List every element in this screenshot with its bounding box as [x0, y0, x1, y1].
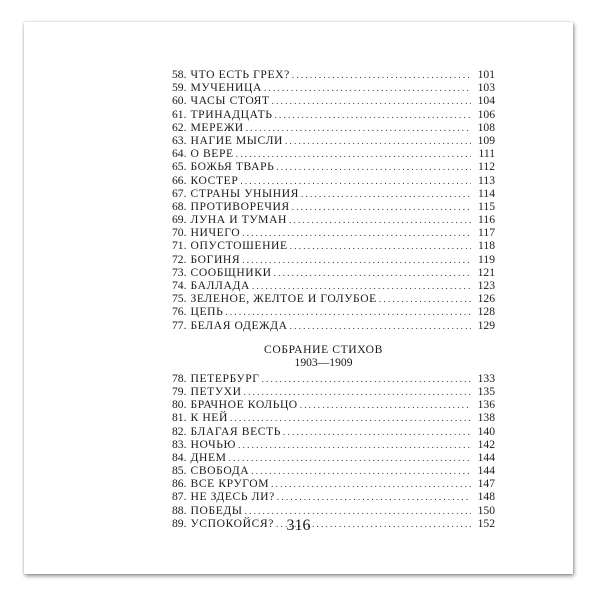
entry-title: К НЕЙ — [190, 411, 228, 425]
entry-page-number: 140 — [477, 424, 495, 438]
entry-number: 81. — [172, 411, 187, 425]
entry-number: 84. — [172, 450, 187, 464]
entry-page-number: 121 — [477, 265, 495, 279]
entry-title: СООБЩНИКИ — [190, 265, 272, 279]
entry-number: 79. — [172, 384, 187, 398]
entry-number: 66. — [172, 173, 187, 187]
toc-entry — [172, 398, 495, 411]
entry-page-number: 148 — [477, 490, 495, 504]
entry-number: 71. — [172, 239, 187, 253]
dot-leader — [264, 81, 471, 95]
entry-title: ЧАСЫ СТОЯТ — [190, 94, 270, 108]
dot-leader — [290, 319, 471, 333]
entry-title: ПРОТИВОРЕЧИЯ — [190, 199, 290, 213]
entry-number: 70. — [172, 226, 187, 240]
toc-entry — [172, 200, 495, 213]
entry-title: ПОБЕДЫ — [190, 503, 243, 517]
entry-page-number: 118 — [478, 239, 495, 253]
toc-entry — [172, 411, 495, 424]
entry-page-number: 147 — [477, 477, 495, 491]
entry-number: 76. — [172, 305, 187, 319]
entry-number: 80. — [172, 398, 187, 412]
entry-page-number: 116 — [478, 213, 495, 227]
section-title: СОБРАНИЕ СТИХОВ — [264, 342, 383, 356]
entry-number: 68. — [172, 199, 187, 213]
entry-number: 73. — [172, 265, 187, 279]
entry-number: 64. — [172, 147, 187, 161]
entry-number: 78. — [172, 371, 187, 385]
entry-title: ЗЕЛЕНОЕ, ЖЕЛТОЕ И ГОЛУБОЕ — [190, 292, 377, 306]
dot-leader — [242, 253, 471, 267]
entry-title: ЦЕПЬ — [190, 305, 224, 319]
dot-leader — [245, 504, 471, 518]
entry-page-number: 142 — [477, 437, 495, 451]
entry-title: БЕЛАЯ ОДЕЖДА — [190, 318, 288, 332]
dot-leader — [271, 477, 471, 491]
dot-leader — [236, 147, 471, 161]
dot-leader — [292, 68, 471, 82]
entry-title: ОПУСТОШЕНИЕ — [190, 239, 288, 253]
entry-number: 59. — [172, 81, 187, 95]
entry-page-number: 138 — [477, 411, 495, 425]
entry-title: СТРАНЫ УНЫНИЯ — [190, 186, 300, 200]
entry-page-number: 128 — [477, 305, 495, 319]
entry-page-number: 152 — [477, 516, 495, 530]
dot-leader — [301, 187, 471, 201]
toc-entry — [172, 464, 495, 477]
toc-entry — [172, 94, 495, 107]
toc-entry — [172, 451, 495, 464]
toc-entry — [172, 438, 495, 451]
toc-section-1 — [172, 68, 495, 332]
entry-number: 69. — [172, 213, 187, 227]
dot-leader — [290, 239, 471, 253]
dot-leader — [300, 398, 471, 412]
entry-title: НИЧЕГО — [190, 226, 241, 240]
entry-number: 77. — [172, 318, 187, 332]
book-page — [24, 22, 573, 574]
entry-title: ЧТО ЕСТЬ ГРЕХ? — [190, 68, 290, 81]
entry-page-number: 101 — [477, 68, 495, 81]
entry-page-number: 150 — [477, 503, 495, 517]
dot-leader — [277, 490, 471, 504]
toc-entry — [172, 504, 495, 517]
toc-entry — [172, 385, 495, 398]
entry-title: ВСЕ КРУГОМ — [190, 477, 270, 491]
dot-leader — [289, 213, 471, 227]
toc-entry — [172, 292, 495, 305]
toc-entry — [172, 147, 495, 160]
section-years: 1903—1909 — [294, 355, 353, 369]
entry-number: 63. — [172, 133, 187, 147]
toc-entry — [172, 477, 495, 490]
entry-page-number: 144 — [477, 450, 495, 464]
entry-number: 83. — [172, 437, 187, 451]
entry-page-number: 135 — [477, 384, 495, 398]
entry-page-number: 115 — [478, 199, 495, 213]
dot-leader — [244, 385, 471, 399]
entry-page-number: 108 — [477, 120, 495, 134]
dot-leader — [262, 372, 471, 386]
entry-title: БАЛЛАДА — [190, 279, 250, 292]
entry-title: СВОБОДА — [190, 464, 250, 478]
toc-entry — [172, 305, 495, 318]
toc-entry — [172, 160, 495, 173]
dot-leader — [272, 94, 471, 108]
toc-entry — [172, 266, 495, 279]
entry-title: НЕ ЗДЕСЬ ЛИ? — [190, 490, 275, 504]
entry-number: 75. — [172, 292, 187, 306]
entry-title: НОЧЬЮ — [190, 437, 237, 451]
entry-number: 65. — [172, 160, 187, 174]
dot-leader — [379, 292, 471, 306]
entry-title: БЛАГАЯ ВЕСТЬ — [190, 424, 282, 438]
entry-number: 85. — [172, 464, 187, 478]
dot-leader — [251, 464, 471, 478]
toc-entry — [172, 187, 495, 200]
entry-page-number: 109 — [477, 133, 495, 147]
entry-title: КОСТЕР — [190, 173, 239, 187]
entry-title: ЛУНА И ТУМАН — [190, 213, 288, 227]
entry-number: 89. — [172, 516, 187, 530]
toc-section-2 — [172, 372, 495, 530]
toc-entry — [172, 108, 495, 121]
toc-entry — [172, 319, 495, 332]
entry-page-number: 119 — [478, 252, 495, 266]
dot-leader — [285, 134, 471, 148]
entry-page-number: 133 — [477, 371, 495, 385]
toc-entry — [172, 253, 495, 266]
entry-title: УСПОКОЙСЯ? — [190, 516, 274, 530]
dot-leader — [238, 438, 471, 452]
entry-page-number: 136 — [477, 398, 495, 412]
entry-number: 86. — [172, 477, 187, 491]
toc-entry — [172, 226, 495, 239]
dot-leader — [225, 305, 471, 319]
toc-entry — [172, 81, 495, 94]
entry-title: МЕРЕЖИ — [190, 120, 244, 134]
entry-page-number: 103 — [477, 81, 495, 95]
dot-leader — [240, 174, 471, 188]
toc-entry — [172, 279, 495, 292]
entry-page-number: 104 — [477, 94, 495, 108]
dot-leader — [275, 108, 471, 122]
entry-title: ПЕТЕРБУРГ — [190, 371, 260, 385]
dot-leader — [230, 411, 471, 425]
dot-leader — [292, 200, 471, 214]
entry-number: 82. — [172, 424, 187, 438]
entry-page-number: 126 — [477, 292, 495, 306]
entry-page-number: 114 — [478, 186, 495, 200]
section-heading — [172, 343, 495, 369]
dot-leader — [242, 226, 471, 240]
entry-number: 58. — [172, 68, 187, 81]
dot-leader — [229, 451, 471, 465]
dot-leader — [246, 121, 471, 135]
entry-number: 74. — [172, 279, 187, 292]
toc-entry — [172, 372, 495, 385]
entry-page-number: 129 — [477, 318, 495, 332]
toc-entry — [172, 239, 495, 252]
entry-page-number: 144 — [477, 464, 495, 478]
entry-number: 72. — [172, 252, 187, 266]
dot-leader — [274, 266, 471, 280]
entry-page-number: 106 — [477, 107, 495, 121]
entry-title: БРАЧНОЕ КОЛЬЦО — [190, 398, 298, 412]
entry-number: 62. — [172, 120, 187, 134]
dot-leader — [283, 425, 471, 439]
toc-entry — [172, 490, 495, 503]
dot-leader — [252, 279, 471, 293]
entry-title: НАГИЕ МЫСЛИ — [190, 133, 283, 147]
entry-page-number: 111 — [478, 147, 495, 161]
toc-entry — [172, 425, 495, 438]
entry-page-number: 112 — [478, 160, 495, 174]
entry-title: ПЕТУХИ — [190, 384, 242, 398]
entry-title: О ВЕРЕ — [190, 147, 234, 161]
entry-title: МУЧЕНИЦА — [190, 81, 262, 95]
table-of-contents — [172, 68, 495, 530]
toc-entry — [172, 121, 495, 134]
entry-title: БОЖЬЯ ТВАРЬ — [190, 160, 275, 174]
entry-number: 87. — [172, 490, 187, 504]
toc-entry — [172, 68, 495, 81]
dot-leader — [276, 160, 471, 174]
toc-entry — [172, 174, 495, 187]
toc-entry — [172, 213, 495, 226]
entry-number: 60. — [172, 94, 187, 108]
entry-title: ДНЕМ — [190, 450, 227, 464]
entry-number: 88. — [172, 503, 187, 517]
entry-title: БОГИНЯ — [190, 252, 241, 266]
entry-title: ТРИНАДЦАТЬ — [190, 107, 273, 121]
entry-page-number: 117 — [478, 226, 495, 240]
entry-number: 61. — [172, 107, 187, 121]
page-number: 316 — [286, 517, 311, 534]
entry-page-number: 123 — [477, 279, 495, 292]
toc-entry — [172, 134, 495, 147]
entry-page-number: 113 — [478, 173, 495, 187]
entry-number: 67. — [172, 186, 187, 200]
